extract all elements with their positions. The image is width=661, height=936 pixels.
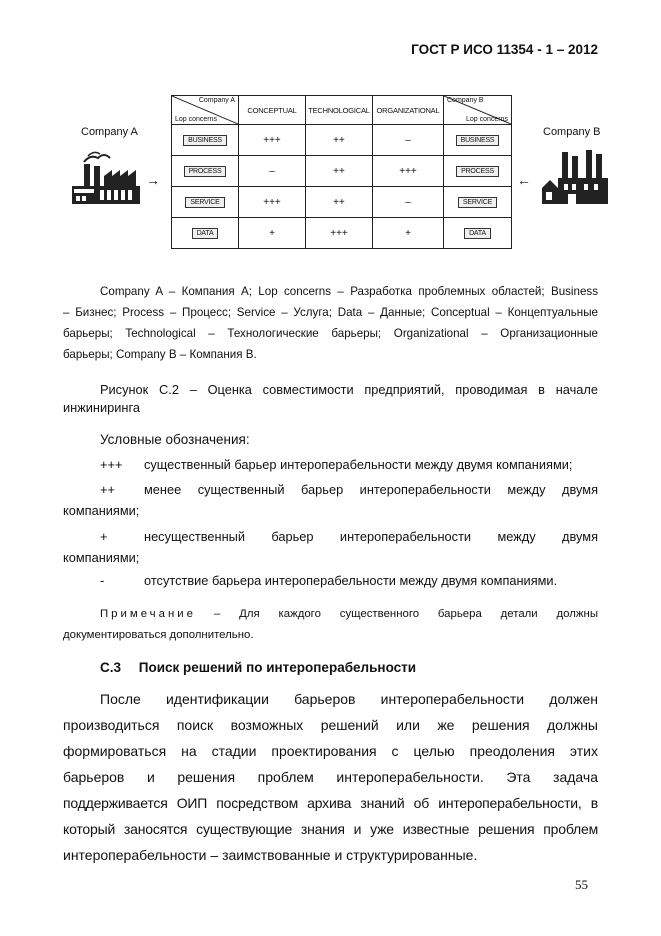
legend-text: несущественный барьер интероперабельности между двумя bbox=[144, 529, 598, 544]
translation-line: барьеры; Technological – Технологические барьеры; Organizational – Организационные bbox=[63, 327, 598, 340]
table-cell: ++ bbox=[306, 125, 373, 156]
paragraph-line: формироваться на стадии проектирования с целью преодоления этих bbox=[63, 743, 598, 759]
table-cell: + bbox=[373, 218, 444, 249]
table-cell: +++ bbox=[306, 218, 373, 249]
legend-title: Условные обозначения: bbox=[100, 432, 250, 447]
corner-right-bottom: Lop concerns bbox=[465, 116, 508, 123]
legend-text: менее существенный барьер интероперабельности между двумя bbox=[144, 482, 598, 497]
translation-line: Company A – Компания А; Lop concerns – Разработка проблемных областей; Business bbox=[100, 285, 598, 298]
table-cell: ++ bbox=[306, 187, 373, 218]
matrix-corner-left bbox=[172, 96, 239, 125]
note-text: – Для каждого существенного барьера детали должны bbox=[213, 608, 598, 620]
row-label: SERVICE bbox=[458, 197, 497, 208]
note bbox=[100, 608, 598, 620]
row-label: PROCESS bbox=[456, 166, 499, 177]
factory-b-icon bbox=[540, 148, 610, 206]
table-row bbox=[172, 125, 512, 156]
table-row bbox=[172, 187, 512, 218]
row-label: DATA bbox=[464, 228, 491, 239]
document-header: ГОСТ Р ИСО 11354 - 1 – 2012 bbox=[411, 42, 598, 57]
figure-caption-cont: инжиниринга bbox=[63, 400, 140, 415]
paragraph-line: который заносятся существующие знания и уже известные решения проблем bbox=[63, 821, 598, 837]
factory-a-icon bbox=[70, 148, 142, 206]
company-a-label: Company A bbox=[81, 126, 138, 138]
corner-left-bottom: Lop concerns bbox=[175, 116, 218, 123]
table-row bbox=[172, 218, 512, 249]
legend-text: существенный барьер интероперабельности между двумя компаниями; bbox=[144, 457, 573, 472]
legend-text-cont: компаниями; bbox=[63, 550, 140, 565]
column-header: ORGANIZATIONAL bbox=[373, 96, 444, 125]
note-text-cont: документироваться дополнительно. bbox=[63, 629, 254, 641]
corner-left-top: Company A bbox=[198, 97, 235, 104]
compatibility-matrix bbox=[171, 95, 511, 248]
table-cell: – bbox=[239, 156, 306, 187]
translation-paragraph bbox=[63, 281, 598, 365]
paragraph-line: поддерживается ОИП посредством архива знаний об интероперабельности, в bbox=[63, 795, 598, 811]
table-cell: +++ bbox=[239, 187, 306, 218]
legend-symbol: +++ bbox=[100, 457, 123, 472]
row-label: PROCESS bbox=[184, 166, 227, 177]
translation-line: барьеры; Company В – Компания В. bbox=[63, 348, 257, 361]
paragraph-line: После идентификации барьеров интероперабельности должен bbox=[100, 691, 598, 707]
section-paragraph bbox=[63, 686, 598, 868]
arrow-right-icon: → bbox=[146, 172, 160, 188]
table-cell: – bbox=[373, 125, 444, 156]
corner-right-top: Company B bbox=[447, 97, 484, 104]
table-row bbox=[172, 156, 512, 187]
legend-symbol: - bbox=[100, 573, 105, 588]
row-label: BUSINESS bbox=[183, 135, 227, 146]
table-cell: +++ bbox=[373, 156, 444, 187]
paragraph-line: производиться поиск возможных решений или же решения должны bbox=[63, 717, 598, 733]
row-label: SERVICE bbox=[185, 197, 224, 208]
legend-text-cont: компаниями; bbox=[63, 503, 140, 518]
note-label: Примечание bbox=[100, 608, 196, 620]
row-label: DATA bbox=[192, 228, 219, 239]
translation-line: – Бизнес; Process – Процесс; Service – Услуга; Data – Данные; Conceptual – Концептуальные bbox=[63, 306, 598, 319]
paragraph-line: барьеров и решения проблем интероперабельности. Эта задача bbox=[63, 769, 598, 785]
paragraph-line: интероперабельности – заимствованные и структурированные. bbox=[63, 847, 478, 863]
company-b-label: Company B bbox=[543, 126, 601, 138]
section-number: С.3 bbox=[100, 660, 122, 675]
column-header: CONCEPTUAL bbox=[239, 96, 306, 125]
table-cell: – bbox=[373, 187, 444, 218]
table-cell: + bbox=[239, 218, 306, 249]
legend-symbol: + bbox=[100, 529, 108, 544]
column-header: TECHNOLOGICAL bbox=[306, 96, 373, 125]
row-label: BUSINESS bbox=[456, 135, 500, 146]
arrow-left-icon: ← bbox=[517, 172, 531, 188]
section-title: Поиск решений по интероперабельности bbox=[138, 660, 417, 675]
table-cell: ++ bbox=[306, 156, 373, 187]
legend-symbol: ++ bbox=[100, 482, 115, 497]
figure-caption: Рисунок С.2 – Оценка совместимости предприятий, проводимая в начале bbox=[100, 382, 598, 397]
page-number: 55 bbox=[575, 877, 588, 892]
matrix-corner-right bbox=[444, 96, 512, 125]
section-heading bbox=[100, 660, 416, 675]
legend-text: отсутствие барьера интероперабельности между двумя компаниями. bbox=[144, 573, 558, 588]
table-cell: +++ bbox=[239, 125, 306, 156]
